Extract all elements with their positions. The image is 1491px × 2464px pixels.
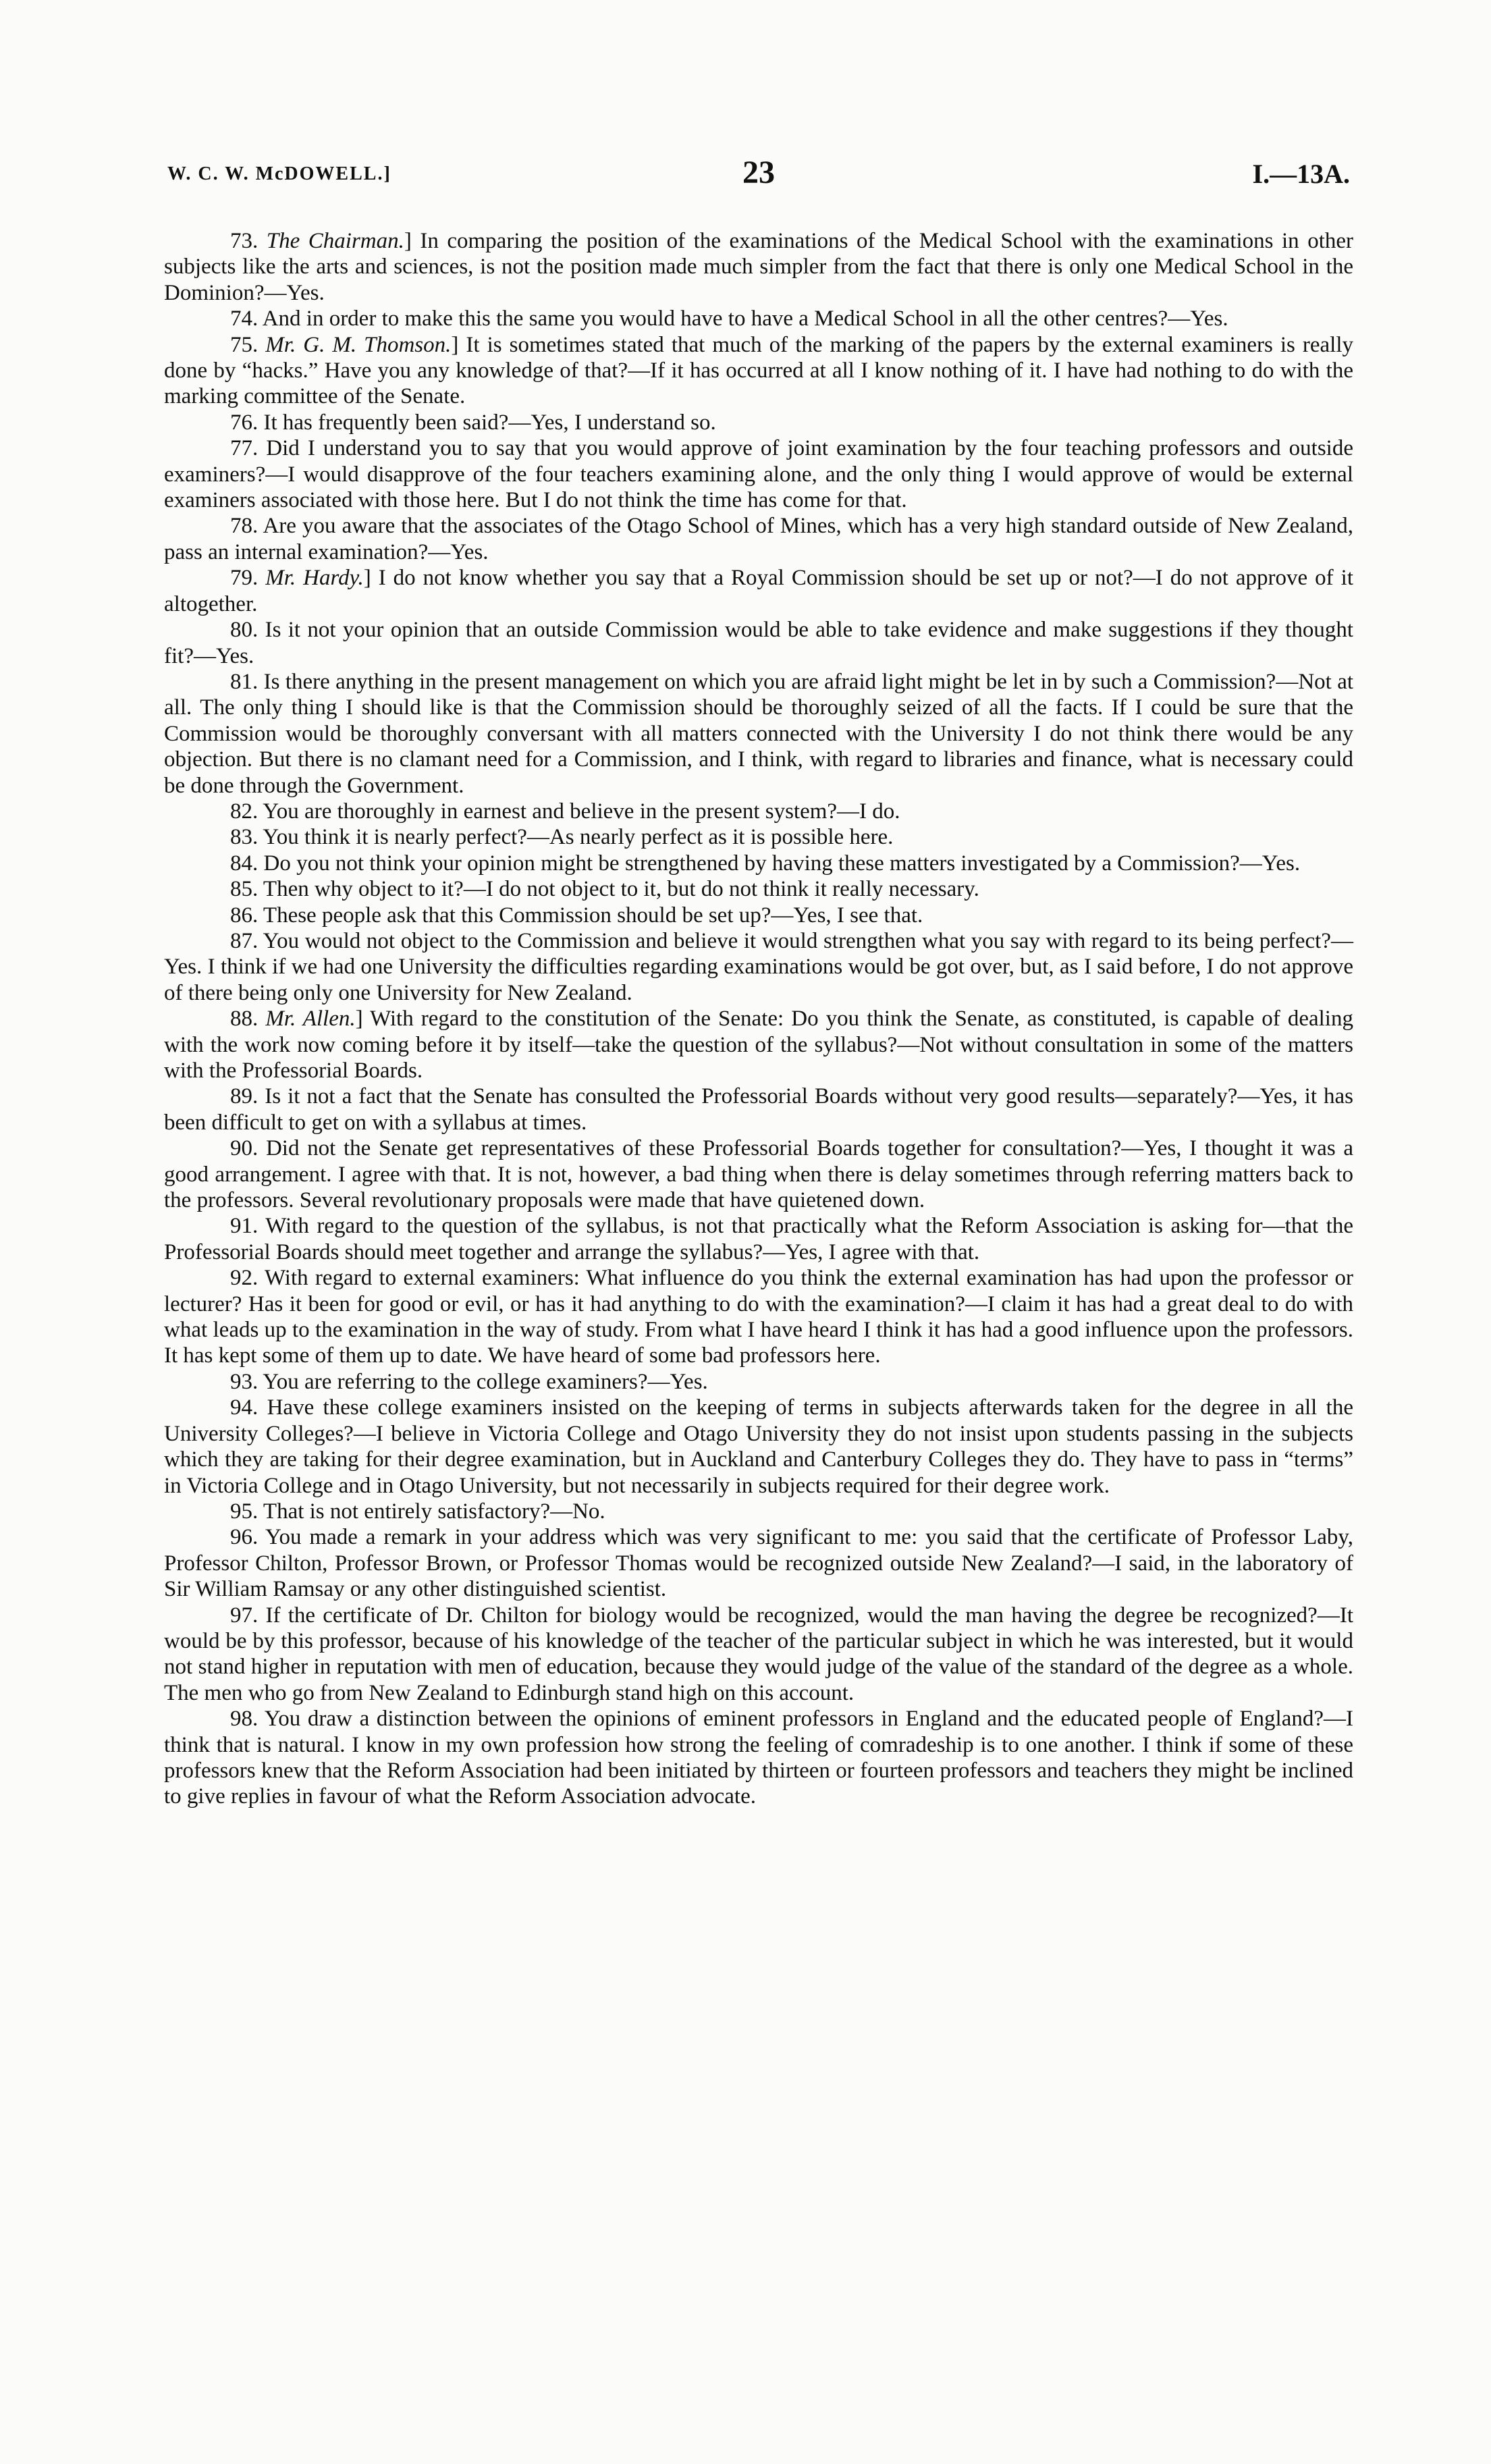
question-paragraph	[164, 1265, 1353, 1369]
question-paragraph	[164, 1524, 1353, 1602]
question-number: 85.	[230, 877, 259, 902]
question-number: 74.	[230, 306, 259, 331]
question-paragraph	[164, 1135, 1353, 1213]
question-text: You are thoroughly in earnest and believe in the present system?—I do.	[263, 799, 900, 824]
question-text: You would not object to the Commission and believe it would strengthen what you say with regard to its being perfect?—Yes. I think if we had one University the difficulties regarding examinations would be got over, but, as I said before, I do not approve of there being only one University for New Zealand.	[164, 928, 1353, 1005]
question-number: 75.	[230, 332, 259, 357]
question-paragraph	[164, 1395, 1353, 1499]
speaker-name: The Chairman.	[266, 229, 404, 253]
question-number: 93.	[230, 1369, 259, 1394]
question-text: Did not the Senate get representatives of these Professorial Boards together for consultation?—Yes, I thought it was a good arrangement. I agree with that. It is not, however, a bad thing when there is delay sometimes through referring matters back to the professors. Several revolutionary proposals were made that have quietened down.	[164, 1136, 1354, 1213]
question-number: 80.	[230, 618, 259, 643]
page-number: 23	[742, 155, 775, 190]
page-header	[167, 154, 1350, 194]
question-number: 95.	[230, 1499, 259, 1524]
question-number: 81.	[230, 669, 259, 694]
question-text: Have these college examiners insisted on the keeping of terms in subjects afterwards taken for the degree in all the University Colleges?—I believe in Victoria College and Otago University they do not insist upon students passing in the subjects which they are taking for their degree examination, but in Auckland and Canterbury Colleges they do. They have to pass in “terms” in Victoria College and in Otago University, but not necessarily in subjects required for their degree work.	[164, 1395, 1353, 1498]
question-number: 97.	[230, 1603, 259, 1628]
paper-reference: I.—13A.	[1252, 159, 1350, 189]
question-number: 87.	[230, 928, 259, 953]
question-text: You draw a distinction between the opinions of eminent professors in England and the educated people of England?—I think that is natural. I know in my own profession how strong the feeling of comradeship is to one another. I think if some of these professors knew that the Reform Association had been initiated by thirteen or fourteen professors and teachers they might be inclined to give replies in favour of what the Reform Association advocate.	[164, 1707, 1354, 1809]
question-paragraph	[164, 1369, 1353, 1395]
question-paragraph	[164, 513, 1353, 565]
question-text: With regard to the constitution of the Senate: Do you think the Senate, as constituted, is capable of dealing with the work now coming before it by itself—take the question of the syllabus?—Not without consultation in some of the matters with the Professorial Boards.	[164, 1007, 1353, 1083]
question-number: 82.	[230, 799, 259, 824]
question-text: I do not know whether you say that a Royal Commission should be set up or not?—I do not approve of it altogether.	[164, 566, 1353, 616]
question-number: 77.	[230, 436, 259, 461]
question-text: It has frequently been said?—Yes, I understand so.	[263, 410, 716, 435]
question-number: 96.	[230, 1525, 259, 1550]
witness-name: W. C. W. McDOWELL.]	[167, 163, 391, 184]
question-text: With regard to external examiners: What influence do you think the external examination has had upon the professor or lecturer? Has it been for good or evil, or has it had anything to do with the examination?—I claim it has had a great deal to do with what leads up to the examination in the way of study. From what I have heard I think it has had a good influence upon the professors. It has kept some of them up to date. We have heard of some bad professors here.	[164, 1266, 1354, 1368]
question-paragraph: 88. Mr. Allen.] With regard to the constitution of the Senate: Do you think the Senate, as constituted, is capable of dealing with the work now coming before it by itself—take the question of the syllabus?—Not without consultation in some of the matters with the Professorial Boards.	[164, 1007, 1353, 1083]
question-text: In comparing the position of the examinations of the Medical School with the examinations in other subjects like the arts and sciences, is not the position made much simpler from the fact that there is only one Medical School in the Dominion?—Yes.	[164, 229, 1353, 305]
question-paragraph	[164, 669, 1353, 799]
question-number: 73.	[230, 229, 259, 253]
question-paragraph	[164, 903, 1353, 928]
question-text: With regard to the question of the syllabus, is not that practically what the Reform Association is asking for—that the Professorial Boards should meet together and arrange the syllabus?—Yes, I agree with that.	[164, 1214, 1354, 1264]
question-number: 94.	[230, 1395, 259, 1420]
question-text: Are you aware that the associates of the Otago School of Mines, which has a very high standard outside of New Zealand, pass an internal examination?—Yes.	[164, 514, 1353, 564]
question-text: And in order to make this the same you would have to have a Medical School in all the other centres?—Yes.	[262, 306, 1228, 331]
question-paragraph	[164, 1603, 1353, 1707]
question-paragraph: 79. Mr. Hardy.] I do not know whether you say that a Royal Commission should be set up or not?—I do not approve of it altogether.	[164, 566, 1353, 616]
question-paragraph	[164, 851, 1353, 876]
question-number: 98.	[230, 1707, 259, 1732]
question-text: That is not entirely satisfactory?—No.	[263, 1499, 605, 1524]
question-text: You are referring to the college examiners?—Yes.	[263, 1369, 708, 1394]
question-paragraph	[164, 799, 1353, 824]
question-number: 91.	[230, 1214, 259, 1239]
question-paragraph	[164, 876, 1353, 902]
question-number: 79.	[230, 566, 259, 591]
question-number: 76.	[230, 410, 259, 435]
question-number: 92.	[230, 1266, 259, 1291]
question-text: Is it not a fact that the Senate has consulted the Professorial Boards without very good results—separately?—Yes, it has been difficult to get on with a syllabus at times.	[164, 1084, 1354, 1135]
question-paragraph: 75. Mr. G. M. Thomson.] It is sometimes stated that much of the marking of the papers by the external examiners is really done by “hacks.” Have you any knowledge of that?—If it has occurred at all I know nothing of it. I have had nothing to do with the marking committee of the Senate.	[164, 332, 1354, 409]
question-number: 89.	[230, 1084, 259, 1109]
question-paragraph	[164, 617, 1353, 669]
speaker-name: Mr. G. M. Thomson.	[265, 332, 452, 357]
question-number: 88.	[230, 1007, 259, 1032]
question-text: Is it not your opinion that an outside Commission would be able to take evidence and make suggestions if they thought fit?—Yes.	[164, 618, 1353, 668]
speaker-name: Mr. Hardy.	[265, 566, 364, 591]
question-text: These people ask that this Commission should be set up?—Yes, I see that.	[263, 903, 923, 928]
question-number: 83.	[230, 825, 259, 850]
question-paragraph	[164, 1213, 1353, 1265]
question-text: Is there anything in the present management on which you are afraid light might be let in by such a Commission?—Not at all. The only thing I should like is that the Commission should be thoroughly seized of all the facts. If I could be sure that the Commission would be thoroughly conversant with all matters connected with the University I do not think there would be any objection. But there is no clamant need for a Commission, and I think, with regard to libraries and finance, what is necessary could be done through the Government.	[164, 669, 1354, 798]
question-paragraph	[164, 928, 1353, 1006]
question-number: 86.	[230, 903, 259, 928]
question-paragraph	[164, 1083, 1353, 1135]
question-number: 84.	[230, 851, 259, 876]
question-text: It is sometimes stated that much of the marking of the papers by the external examiners is really done by “hacks.” Have you any knowledge of that?—If it has occurred at all I know nothing of it. I have had nothing to do with the marking committee of the Senate.	[164, 332, 1354, 409]
question-text: If the certificate of Dr. Chilton for biology would be recognized, would the man having the degree be recognized?—It would be by this professor, because of his knowledge of the teacher of the particular subject in which he was interested, but it would not stand higher in reputation with men of education, because they would judge of the value of the standard of the degree as a whole. The men who go from New Zealand to Edinburgh stand high on this account.	[164, 1603, 1353, 1705]
question-paragraph	[164, 410, 1353, 435]
question-number: 78.	[230, 514, 259, 539]
question-paragraph	[164, 306, 1353, 331]
question-paragraph	[164, 1499, 1353, 1524]
question-number: 90.	[230, 1136, 259, 1161]
testimony-body	[164, 228, 1353, 1810]
question-text: Then why object to it?—I do not object to it, but do not think it really necessary.	[263, 877, 979, 902]
question-paragraph	[164, 1706, 1353, 1810]
speaker-name: Mr. Allen.	[265, 1007, 356, 1032]
question-text: You made a remark in your address which was very significant to me: you said that the certificate of Professor Laby, Professor Chilton, Professor Brown, or Professor Thomas would be recognized outside New Zealand?—I said, in the laboratory of Sir William Ramsay or any other distinguished scientist.	[164, 1525, 1353, 1602]
question-paragraph	[164, 435, 1353, 513]
question-paragraph	[164, 824, 1353, 850]
question-text: Do you not think your opinion might be strengthened by having these matters investigated by a Commission?—Yes.	[263, 851, 1301, 876]
question-paragraph: 73. The Chairman.] In comparing the position of the examinations of the Medical School with the examinations in other subjects like the arts and sciences, is not the position made much simpler from the fact that there is only one Medical School in the Dominion?—Yes.	[164, 229, 1353, 305]
question-text: Did I understand you to say that you would approve of joint examination by the four teaching professors and outside examiners?—I would disapprove of the four teachers examining alone, and the only thing I would approve of would be external examiners associated with those here. But I do not think the time has come for that.	[164, 436, 1353, 513]
question-text: You think it is nearly perfect?—As nearly perfect as it is possible here.	[263, 825, 894, 850]
